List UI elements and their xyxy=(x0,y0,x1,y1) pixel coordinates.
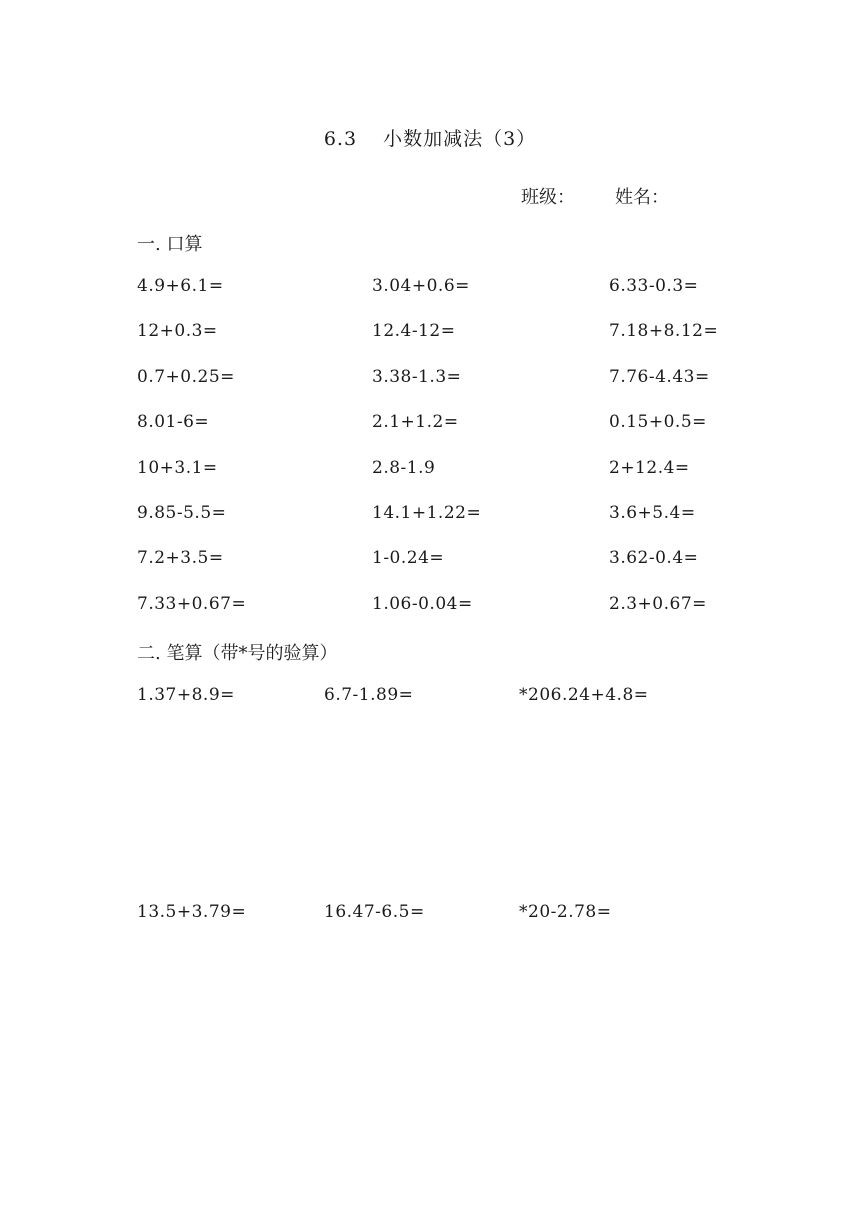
written-row xyxy=(137,902,777,926)
problem: 12+0.3= xyxy=(137,321,218,342)
oral-row xyxy=(137,367,777,412)
oral-row xyxy=(137,276,777,321)
problem: 6.33-0.3= xyxy=(609,276,699,296)
problem: 16.47-6.5= xyxy=(324,902,425,922)
problem: 1.06-0.04= xyxy=(372,593,473,614)
problem: 7.76-4.43= xyxy=(609,366,710,387)
problem: 12.4-12= xyxy=(372,321,456,342)
oral-row xyxy=(137,412,777,457)
problem: 14.1+1.22= xyxy=(372,502,482,523)
page-title xyxy=(0,124,860,151)
name-label: 姓名： xyxy=(615,187,669,208)
oral-row xyxy=(137,594,777,639)
oral-row xyxy=(137,503,777,548)
problem: 2.1+1.2= xyxy=(372,412,459,433)
problem: 7.2+3.5= xyxy=(137,548,224,569)
problem: 3.62-0.4= xyxy=(609,548,699,569)
problem: 6.7-1.89= xyxy=(324,685,414,705)
problem: 7.33+0.67= xyxy=(137,593,247,614)
problem: 9.85-5.5= xyxy=(137,502,227,523)
problem: 13.5+3.79= xyxy=(137,902,247,922)
problem: 8.01-6= xyxy=(137,412,210,433)
problem: 4.9+6.1= xyxy=(137,276,224,296)
title-number: 6.3 xyxy=(323,128,358,150)
section-written-heading: 二. 笔算（带*号的验算） xyxy=(137,643,338,664)
title-text: 小数加减法（3） xyxy=(383,128,537,150)
oral-row xyxy=(137,548,777,593)
oral-row xyxy=(137,458,777,503)
oral-calculation-grid xyxy=(137,276,777,639)
problem: 3.38-1.3= xyxy=(372,366,462,387)
problem: 3.6+5.4= xyxy=(609,502,696,523)
problem: 1.37+8.9= xyxy=(137,685,235,705)
problem: 1-0.24= xyxy=(372,548,445,569)
class-label: 班级： xyxy=(521,187,575,208)
section-oral-heading: 一. 口算 xyxy=(137,234,203,255)
oral-row xyxy=(137,321,777,366)
problem: *20-2.78= xyxy=(519,902,612,922)
written-row xyxy=(137,685,777,709)
problem: 10+3.1= xyxy=(137,457,218,478)
problem: 7.18+8.12= xyxy=(609,321,719,342)
problem: 3.04+0.6= xyxy=(372,276,470,296)
problem: 0.15+0.5= xyxy=(609,412,707,433)
problem: 2.3+0.67= xyxy=(609,593,707,614)
problem: 2+12.4= xyxy=(609,457,690,478)
problem: 2.8-1.9 xyxy=(372,457,436,478)
student-info xyxy=(521,183,669,209)
problem: 0.7+0.25= xyxy=(137,366,235,387)
problem: *206.24+4.8= xyxy=(519,685,649,705)
